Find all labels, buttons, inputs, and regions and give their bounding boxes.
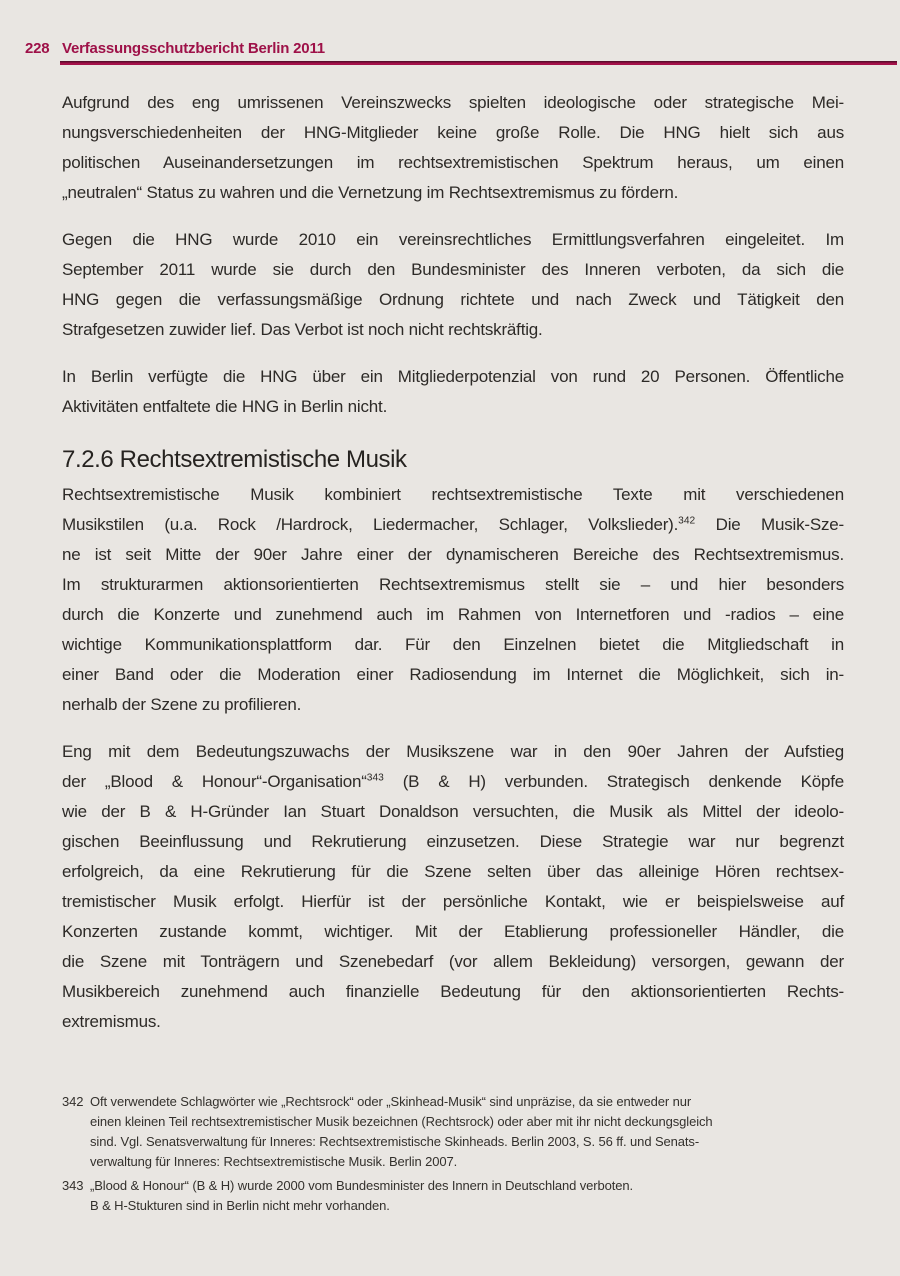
paragraph-line: Gegen die HNG wurde 2010 ein vereinsrechtliches Ermittlungsverfahren eingeleitet. Im xyxy=(62,230,844,249)
paragraph xyxy=(62,362,844,422)
footnote-text: „Blood & Honour“ (B & H) wurde 2000 vom Bundesminister des Innern in Deutschland verboten. B & H-Stukturen sind in Berlin nicht mehr vorhanden. xyxy=(90,1178,634,1213)
paragraph-line: extremismus. xyxy=(62,1012,161,1031)
footnote xyxy=(62,1176,844,1216)
paragraph-line: tremistischer Musik erfolgt. Hierfür ist der persönliche Kontakt, wie er beispielsweise auf xyxy=(62,892,844,911)
page-number: 228 xyxy=(25,40,50,57)
paragraph xyxy=(62,88,844,208)
paragraph-line: einer Band oder die Moderation einer Radiosendung im Internet die Möglichkeit, sich in- xyxy=(62,665,844,684)
paragraph xyxy=(62,737,844,1037)
paragraph-line: Eng mit dem Bedeutungszuwachs der Musikszene war in den 90er Jahren der Aufstieg xyxy=(62,742,844,761)
paragraph-line: Strafgesetzen zuwider lief. Das Verbot ist noch nicht rechtskräftig. xyxy=(62,320,543,339)
footnote-number: 342 xyxy=(62,1094,84,1109)
paragraph-line: nungsverschiedenheiten der HNG-Mitglieder keine große Rolle. Die HNG hielt sich aus xyxy=(62,123,844,142)
paragraph-line: der „Blood & Honour“-Organisation“$^{343}$ (B & H) verbunden. Strategisch denkende Köpfe xyxy=(62,772,844,791)
paragraph-line: gischen Beeinflussung und Rekrutierung einzusetzen. Diese Strategie war nur begrenzt xyxy=(62,832,844,851)
paragraph-line: nerhalb der Szene zu profilieren. xyxy=(62,695,302,714)
paragraph-line: die Szene mit Tonträgern und Szenebedarf (vor allem Bekleidung) versorgen, gewann der xyxy=(62,952,844,971)
body-content xyxy=(62,88,844,1054)
footnote-text: Oft verwendete Schlagwörter wie „Rechtsrock“ oder „Skinhead-Musik“ sind unpräzise, da sie entweder nur einen kleinen Teil rechtsextremistischer Musik bezeichnen (Rechtsrock) oder aber mit ihr nicht deckungsgleich sind. Vgl. Senatsverwaltung für Inneres: Rechtsextremistische Skinheads. Berlin 2003, S. 56 ff. und Senats- verwaltung für Inneres: Rechtsextremistische Musik. Berlin 2007. xyxy=(90,1094,713,1169)
paragraph-line: Im strukturarmen aktionsorientierten Rechtsextremismus stellt sie – und hier besonders xyxy=(62,575,844,594)
paragraph-line: September 2011 wurde sie durch den Bundesminister des Inneren verboten, da sich die xyxy=(62,260,844,279)
paragraph-line: politischen Auseinandersetzungen im rechtsextremistischen Spektrum heraus, um einen xyxy=(62,153,844,172)
paragraph-line: „neutralen“ Status zu wahren und die Vernetzung im Rechtsextremismus zu fördern. xyxy=(62,183,679,202)
section-heading: 7.2.6 Rechtsextremistische Musik xyxy=(62,446,407,473)
paragraph-line: ne ist seit Mitte der 90er Jahre einer der dynamischeren Bereiche des Rechtsextremismus. xyxy=(62,545,844,564)
paragraph xyxy=(62,480,844,720)
header-title: Verfassungsschutzbericht Berlin 2011 xyxy=(62,40,325,57)
paragraph-line: HNG gegen die verfassungsmäßige Ordnung richtete und nach Zweck und Tätigkeit den xyxy=(62,290,844,309)
paragraph-line: Aktivitäten entfaltete die HNG in Berlin nicht. xyxy=(62,397,388,416)
footnote-reference: 343 xyxy=(366,772,384,784)
paragraph-line: Aufgrund des eng umrissenen Vereinszwecks spielten ideologische oder strategische Mei- xyxy=(62,93,844,112)
paragraph-line: erfolgreich, da eine Rekrutierung für die Szene selten über das alleinige Hören rechtsex- xyxy=(62,862,844,881)
paragraph-line: durch die Konzerte und zunehmend auch im Rahmen von Internetforen und -radios – eine xyxy=(62,605,844,624)
footnote-number: 343 xyxy=(62,1178,84,1193)
paragraph-line: Musikbereich zunehmend auch finanzielle Bedeutung für den aktionsorientierten Rechts- xyxy=(62,982,844,1001)
paragraph-line: wichtige Kommunikationsplattform dar. Für den Einzelnen bietet die Mitgliedschaft in xyxy=(62,635,844,654)
footnotes xyxy=(62,1092,844,1220)
paragraph-line: Rechtsextremistische Musik kombiniert rechtsextremistische Texte mit verschiedenen xyxy=(62,485,844,504)
paragraph-line: In Berlin verfügte die HNG über ein Mitgliederpotenzial von rund 20 Personen. Öffentliche xyxy=(62,367,844,386)
paragraph xyxy=(62,225,844,345)
footnote-reference: 342 xyxy=(678,515,696,527)
footnote xyxy=(62,1092,844,1172)
paragraph-line: Konzerten zustande kommt, wichtiger. Mit der Etablierung professioneller Händler, die xyxy=(62,922,844,941)
paragraph-line: Musikstilen (u.a. Rock /Hardrock, Liedermacher, Schlager, Volkslieder).$^{342}$ Die Musik-Sze- xyxy=(62,515,844,534)
paragraph-line: wie der B & H-Gründer Ian Stuart Donaldson versuchten, die Musik als Mittel der ideolo- xyxy=(62,802,844,821)
header-rule xyxy=(60,61,897,65)
page-header xyxy=(25,40,900,57)
